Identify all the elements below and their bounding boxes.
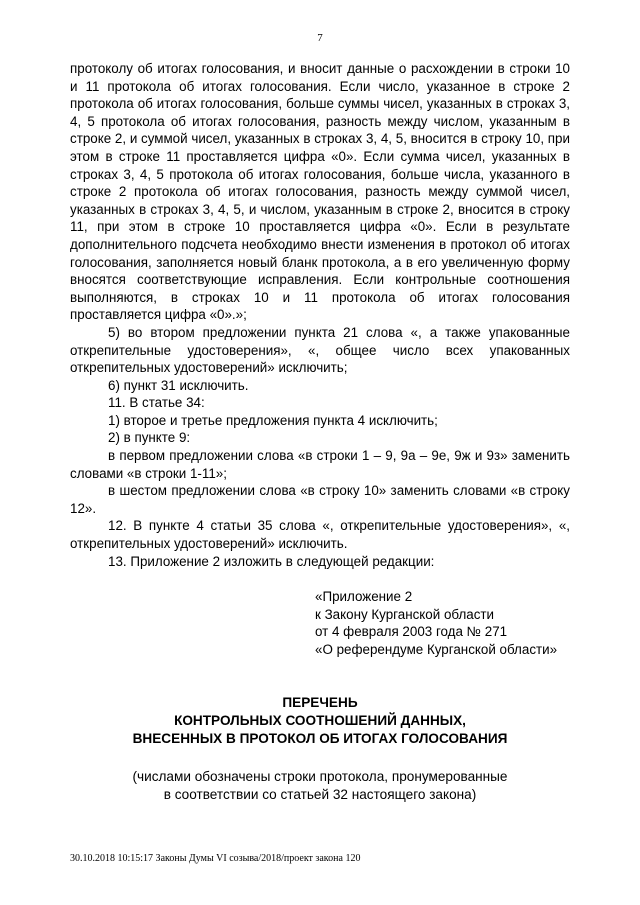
item-11-2b: в шестом предложении слова «в строку 10» заменить словами «в строку 12». [70, 483, 570, 516]
paragraph-intro: протоколу об итогах голосования, и вносит данные о расхождении в строки 10 и 11 протокола об итогах голосования. Если число, указанное в строке 2 протокола об итогах голосования, больше суммы чисел, указанных в строках 3, 4, 5 протокола об итогах голосования, разность между числом, указанным в строке 2, и суммой чисел, указанных в строках 3, 4, 5, вносится в строку 10, при этом в строке 11 проставляется цифра «0». Если сумма чисел, указанных в строках 3, 4, 5 протокола об итогах голосования, больше числа, указанного в строке 2 протокола об итогах голосования, разность между суммой чисел, указанных в строках 3, 4, 5, и числом, указанным в строке 2, вносится в строку 11, при этом в строке 10 проставляется цифра «0». Если в результате дополнительного подсчета необходимо внести изменения в протокол об итогах голосования, заполняется новый бланк протокола, а в его увеличенную форму вносятся соответствующие исправления. Если контрольные соотношения выполняются, в строках 10 и 11 протокола об итогах голосования проставляется цифра «0».»; [70, 61, 570, 323]
section-title [70, 694, 570, 748]
appendix-header [315, 588, 575, 658]
item-13: 13. Приложение 2 изложить в следующей редакции: [108, 553, 435, 569]
appendix-line: к Закону Курганской области [315, 606, 495, 622]
note-line: в соответствии со статьей 32 настоящего закона) [163, 786, 477, 802]
item-11-2a: в первом предложении слова «в строки 1 – 9, 9а – 9е, 9ж и 9з» заменить словами «в строки 1-11»; [70, 448, 570, 481]
item-12: 12. В пункте 4 статьи 35 слова «, открепительные удостоверения», «, открепительных удостоверений» исключить. [70, 518, 570, 552]
item-6: 6) пункт 31 исключить. [108, 377, 249, 393]
title-line: ВНЕСЕННЫХ В ПРОТОКОЛ ОБ ИТОГАХ ГОЛОСОВАНИЯ [132, 730, 508, 746]
appendix-line: «О референдуме Курганской области» [315, 642, 558, 657]
item-11-2: 2) в пункте 9: [108, 430, 191, 446]
document-body [70, 60, 570, 804]
item-5: 5) во втором предложении пункта 21 слова «, а также упакованные открепительные удостоверения», «, общее число всех упакованных открепительных удостоверений» исключить; [70, 324, 570, 376]
appendix-line: от 4 февраля 2003 года № 271 [315, 624, 508, 640]
page-number: 7 [317, 32, 323, 44]
appendix-line: «Приложение 2 [315, 589, 413, 605]
title-line: КОНТРОЛЬНЫХ СООТНОШЕНИЙ ДАННЫХ, [174, 712, 466, 728]
item-11-1: 1) второе и третье предложения пункта 4 исключить; [108, 412, 438, 428]
title-note [70, 768, 570, 804]
item-11: 11. В статье 34: [108, 395, 205, 411]
title-line: ПЕРЕЧЕНЬ [282, 694, 358, 710]
footer-meta: 30.10.2018 10:15:17 Законы Думы VI созыва/2018/проект закона 120 [70, 853, 361, 864]
note-line: (числами обозначены строки протокола, пронумерованные [132, 768, 508, 784]
